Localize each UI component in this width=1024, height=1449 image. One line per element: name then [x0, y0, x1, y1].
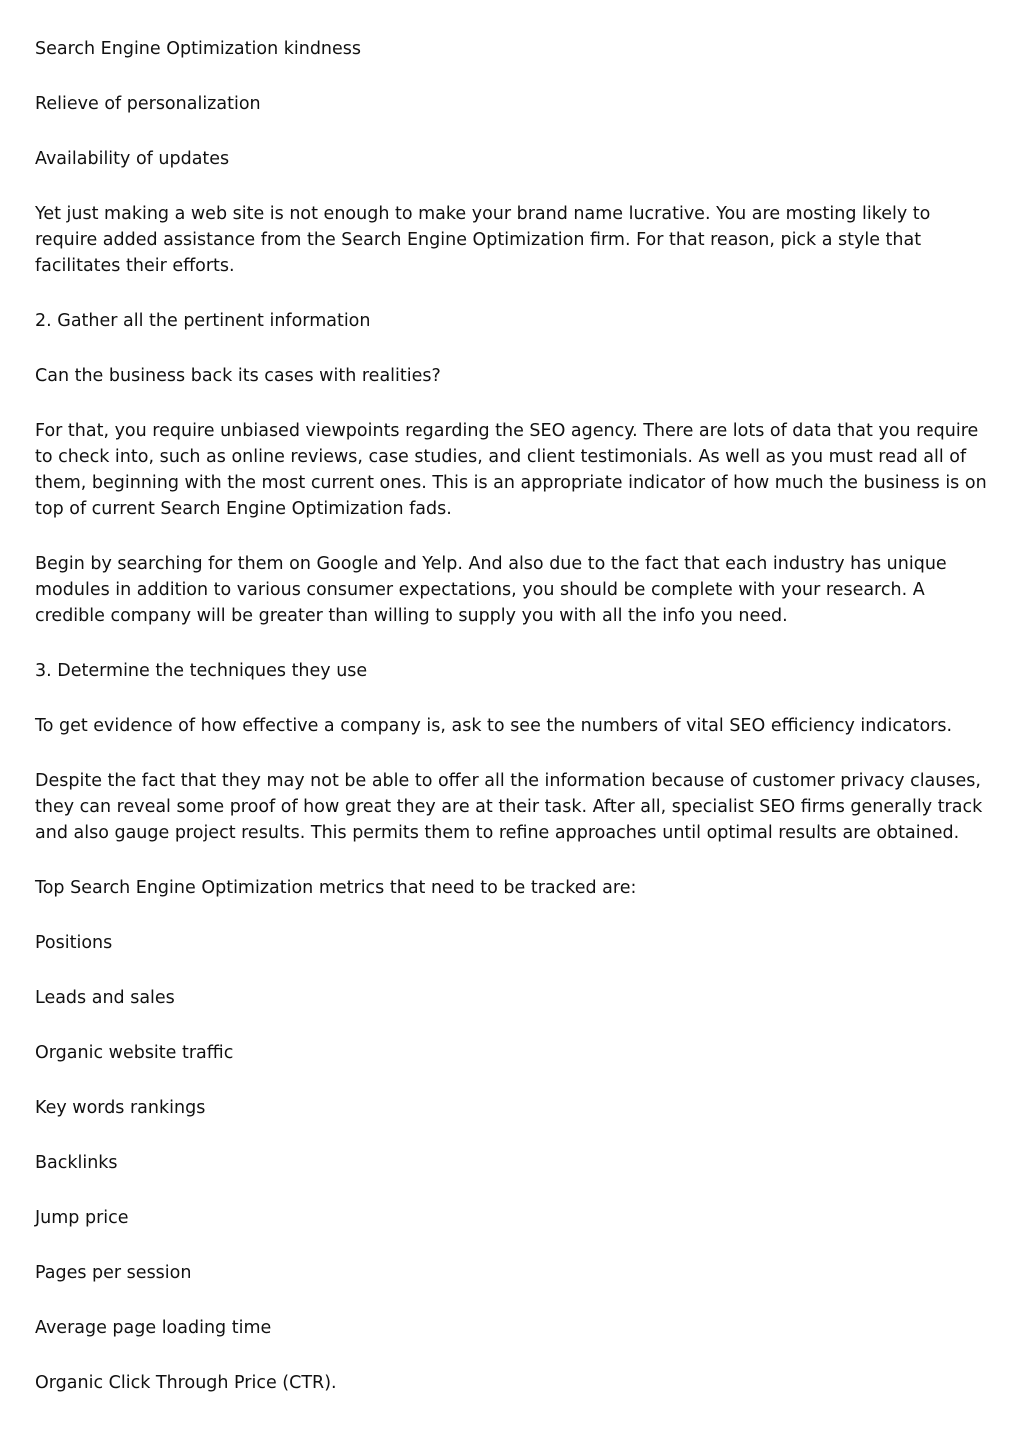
paragraph: Relieve of personalization	[35, 94, 261, 114]
paragraph: Yet just making a web site is not enough to make your brand name lucrative. You are mosting likely to require added assistance from the Search Engine Optimization firm. For that reason, pick a style that facilitates their efforts.	[35, 204, 931, 276]
section-heading: 3. Determine the techniques they use	[35, 661, 368, 681]
paragraph: Begin by searching for them on Google and Yelp. And also due to the fact that each industry has unique modules in addition to various consumer expectations, you should be complete with your research. A credible company will be greater than willing to supply you with all the info you need.	[35, 554, 947, 626]
paragraph: Can the business back its cases with realities?	[35, 366, 441, 386]
list-item: Leads and sales	[35, 988, 175, 1008]
list-item: Positions	[35, 933, 113, 953]
list-item: Pages per session	[35, 1263, 192, 1283]
paragraph: For that, you require unbiased viewpoints regarding the SEO agency. There are lots of data that you require to check into, such as online reviews, case studies, and client testimonials. As well as you must read all of them, beginning with the most current ones. This is an appropriate indicator of how much the business is on top of current Search Engine Optimization fads.	[35, 421, 987, 519]
list-item: Key words rankings	[35, 1098, 206, 1118]
paragraph: Top Search Engine Optimization metrics that need to be tracked are:	[35, 878, 637, 898]
paragraph: Despite the fact that they may not be able to offer all the information because of customer privacy clauses, they can reveal some proof of how great they are at their task. After all, specialist SEO firms generally track and also gauge project results. This permits them to refine approaches until optimal results are obtained.	[35, 771, 983, 843]
paragraph: Availability of updates	[35, 149, 230, 169]
section-heading: 2. Gather all the pertinent information	[35, 311, 371, 331]
metrics-list	[35, 930, 993, 1396]
list-item: Organic website traffic	[35, 1043, 234, 1063]
list-item: Organic Click Through Price (CTR).	[35, 1373, 337, 1393]
paragraph: Search Engine Optimization kindness	[35, 39, 362, 59]
document-body	[35, 36, 993, 1425]
list-item: Backlinks	[35, 1153, 118, 1173]
list-item: Average page loading time	[35, 1318, 272, 1338]
paragraph: To get evidence of how effective a company is, ask to see the numbers of vital SEO efficiency indicators.	[35, 716, 953, 736]
list-item: Jump price	[35, 1208, 129, 1228]
